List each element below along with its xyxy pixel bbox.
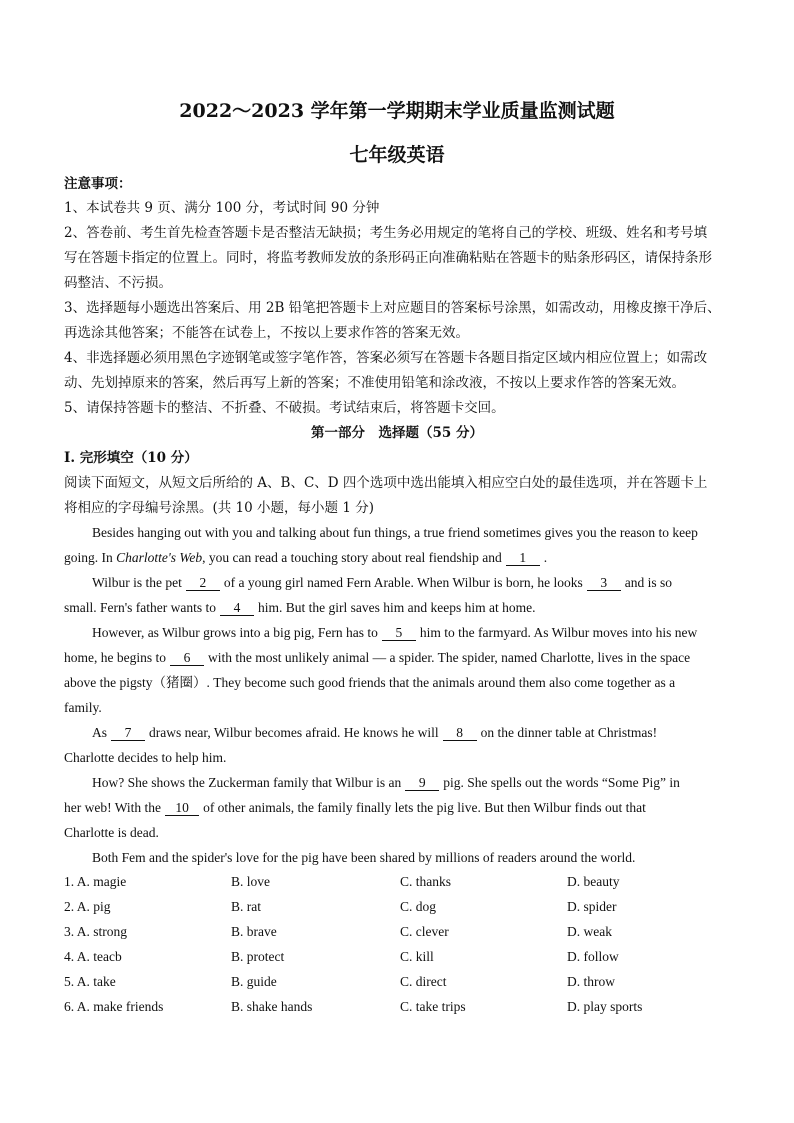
option-d: D. throw (567, 974, 615, 989)
page-subtitle: 七年级英语 (349, 144, 445, 166)
notes-line: 写在答题卡指定的位置上。同时，将监考教师发放的条形码正向准确粘贴在答题卡的贴条形码区，请保持条形 (64, 250, 712, 266)
option-d: D. spider (567, 899, 617, 914)
notes-line: 4、非选择题必须用黑色字迹钢笔或签字笔作答，答案必须写在答题卡各题目指定区域内相应位置上；如需改 (64, 350, 708, 366)
option-a: 4. A. teacb (64, 949, 122, 964)
passage-line: going. In Charlotte's Web, you can read a touching story about real fiendship and 1 . (64, 550, 548, 565)
blank-2: 2 (186, 576, 220, 591)
section-title: Ⅰ. 完形填空（10 分） (64, 450, 198, 466)
notes-line: 5、请保持答题卡的整洁、不折叠、不破损。考试结束后，将答题卡交回。 (64, 400, 505, 416)
passage-line: Charlotte is dead. (64, 825, 159, 840)
passage-line: above the pigsty（猪圈）. They become such good friends that the animals around them also come together as a (64, 675, 676, 690)
option-d: D. weak (567, 924, 612, 939)
option-c: C. thanks (400, 874, 452, 889)
option-b: B. brave (231, 924, 277, 939)
passage-line: Besides hanging out with you and talking about fun things, a true friend sometimes gives you the reason to keep (92, 525, 698, 540)
passage-line: As 7 draws near, Wilbur becomes afraid. He knows he will 8 on the dinner table at Christmas! (92, 725, 658, 740)
option-c: C. direct (400, 974, 447, 989)
option-b: B. rat (231, 899, 261, 914)
option-d: D. beauty (567, 874, 620, 889)
blank-4: 4 (220, 601, 254, 616)
notes-line: 2、答卷前、考生首先检查答题卡是否整洁无缺损；考生务必用规定的笔将自己的学校、班级、姓名和考号填 (64, 225, 708, 241)
blank-5: 5 (382, 626, 416, 641)
option-a: 2. A. pig (64, 899, 111, 914)
option-b: B. love (231, 874, 270, 889)
option-c: C. dog (400, 899, 437, 914)
blank-3: 3 (587, 576, 621, 591)
option-b: B. shake hands (231, 999, 313, 1014)
option-b: B. protect (231, 949, 285, 964)
option-c: C. kill (400, 949, 434, 964)
notes-heading: 注意事项： (64, 176, 132, 192)
notes-line: 3、选择题每小题选出答案后、用 2B 铅笔把答题卡上对应题目的答案标号涂黑，如需改动，用橡皮擦干净后、 (64, 300, 721, 316)
passage-line: However, as Wilbur grows into a big pig, Fern has to 5 him to the farmyard. As Wilbur moves into his new (92, 625, 698, 640)
notes-line: 码整洁、不污损。 (64, 275, 172, 291)
option-b: B. guide (231, 974, 277, 989)
book-title: Charlotte's Web (116, 550, 203, 565)
blank-1: 1 (506, 551, 540, 566)
passage-line: family. (64, 700, 102, 715)
page-title: 2022～2023 学年第一学期期末学业质量监测试题 (179, 100, 615, 122)
passage-line: Both Fem and the spider's love for the pig have been shared by millions of readers around the world. (92, 850, 636, 865)
blank-9: 9 (405, 776, 439, 791)
part-heading: 第一部分 选择题（55 分） (311, 425, 483, 441)
passage-line: How? She shows the Zuckerman family that Wilbur is an 9 pig. She spells out the words “Some Pig” in (92, 775, 680, 790)
option-a: 1. A. magie (64, 874, 127, 889)
notes-line: 1、本试卷共 9 页、满分 100 分，考试时间 90 分钟 (64, 200, 380, 216)
blank-7: 7 (111, 726, 145, 741)
notes-line: 再选涂其他答案；不能答在试卷上，不按以上要求作答的答案无效。 (64, 325, 469, 341)
option-d: D. play sports (567, 999, 643, 1014)
blank-10: 10 (165, 801, 199, 816)
option-a: 6. A. make friends (64, 999, 164, 1014)
option-c: C. clever (400, 924, 449, 939)
option-a: 5. A. take (64, 974, 116, 989)
option-d: D. follow (567, 949, 619, 964)
instructions-line: 阅读下面短文，从短文后所给的 A、B、C、D 四个选项中选出能填入相应空白处的最佳选项，并在答题卡上 (64, 475, 708, 491)
passage-line: home, he begins to 6 with the most unlikely animal — a spider. The spider, named Charlotte, lives in the space (64, 650, 691, 665)
option-a: 3. A. strong (64, 924, 128, 939)
blank-8: 8 (443, 726, 477, 741)
option-c: C. take trips (400, 999, 466, 1014)
instructions-line: 将相应的字母编号涂黑。(共 10 小题，每小题 1 分) (64, 500, 374, 516)
passage-line: Charlotte decides to help him. (64, 750, 227, 765)
passage-line: Wilbur is the pet 2 of a young girl named Fern Arable. When Wilbur is born, he looks 3 and is so (92, 575, 672, 590)
notes-line: 动、先划掉原来的答案，然后再写上新的答案；不准使用铅笔和涂改液，不按以上要求作答的答案无效。 (64, 375, 685, 391)
blank-6: 6 (170, 651, 204, 666)
passage-line: small. Fern's father wants to 4 him. But the girl saves him and keeps him at home. (64, 600, 536, 615)
passage-line: her web! With the 10 of other animals, the family finally lets the pig live. But then Wilbur finds out that (64, 800, 646, 815)
